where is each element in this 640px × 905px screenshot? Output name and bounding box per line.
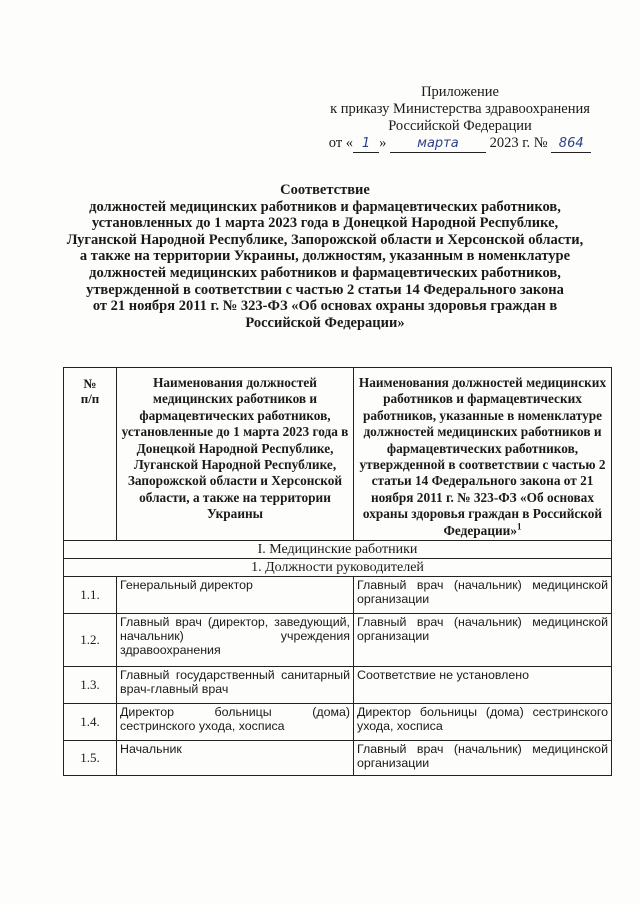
correspondence-table	[63, 367, 612, 776]
row-number: 1.4.	[64, 704, 117, 741]
row-number: 1.3.	[64, 667, 117, 704]
row-new-position: Соответствие не установлено	[354, 667, 612, 704]
table-row	[64, 577, 612, 614]
row-number: 1.5.	[64, 741, 117, 776]
row-number: 1.1.	[64, 577, 117, 614]
title-line-9: Российской Федерации»	[245, 314, 405, 331]
appendix-block	[300, 84, 620, 153]
header-new-positions	[354, 368, 612, 541]
title-line-3: установленных до 1 марта 2023 года в Донецкой Народной Республике,	[91, 215, 559, 232]
row-old-position: Директор больницы (дома) сестринского ухода, хосписа	[117, 704, 354, 741]
header-number	[64, 368, 117, 541]
title-line-7: утвержденной в соответствии с частью 2 статьи 14 Федерального закона	[86, 281, 564, 298]
title-line-6: должностей медицинских работников и фармацевтических работников,	[89, 264, 561, 281]
header-new-positions-text: Наименования должностей медицинских работников и фармацевтических работников, указанные в номенклатуре должностей медицинских работников и фармацевтических работников, утвержденной в соответствии с частью 2 статьи 14 Федерального закона от 21 ноября 2011 г. № 323-ФЗ «Об основах охраны здоровья граждан в Российской Федерации»	[358, 375, 607, 538]
handwritten-month: марта	[390, 135, 486, 153]
row-new-position: Директор больницы (дома) сестринского ухода, хосписа	[354, 704, 612, 741]
row-number: 1.2.	[64, 614, 117, 667]
title-line-4: Луганской Народной Республике, Запорожской области и Херсонской области,	[66, 231, 584, 248]
handwritten-day: 1	[353, 135, 379, 153]
appendix-line-1: Приложение	[421, 84, 499, 100]
date-prefix: от «	[328, 135, 354, 151]
subsection-row	[64, 559, 612, 577]
row-new-position: Главный врач (начальник) медицинской организации	[354, 741, 612, 776]
table-row	[64, 667, 612, 704]
table-row	[64, 614, 612, 667]
row-old-position: Главный государственный санитарный врач-главный врач	[117, 667, 354, 704]
table-row	[64, 704, 612, 741]
row-new-position: Главный врач (начальник) медицинской организации	[354, 577, 612, 614]
year-text: 2023 г. №	[489, 135, 548, 151]
subsection-title: 1. Должности руководителей	[64, 559, 612, 577]
row-old-position: Генеральный директор	[117, 577, 354, 614]
handwritten-order-number: 864	[551, 135, 591, 153]
order-date-line	[300, 135, 620, 153]
row-old-position: Главный врач (директор, заведующий, начальник) учреждения здравоохранения	[117, 614, 354, 667]
row-new-position: Главный врач (начальник) медицинской организации	[354, 614, 612, 667]
table-row	[64, 741, 612, 776]
table-header-row	[64, 368, 612, 541]
row-old-position: Начальник	[117, 741, 354, 776]
appendix-line-2: к приказу Министерства здравоохранения	[330, 101, 590, 117]
section-title: I. Медицинские работники	[64, 541, 612, 559]
header-number-line-1: №	[83, 376, 97, 391]
date-mid: »	[379, 135, 387, 151]
appendix-line-3: Российской Федерации	[388, 118, 532, 134]
header-old-positions: Наименования должностей медицинских работников и фармацевтических работников, установленные до 1 марта 2023 года в Донецкой Народной Республике, Луганской Народной Республике, Запорожской области и Херсонской области, а также на территории Украины	[117, 368, 354, 541]
document-title	[60, 182, 590, 331]
title-line-5: а также на территории Украины, должностям, указанным в номенклатуре	[79, 248, 571, 265]
title-line-8: от 21 ноября 2011 г. № 323-ФЗ «Об основах охраны здоровья граждан в	[92, 298, 558, 315]
title-line-2: должностей медицинских работников и фармацевтических работников,	[89, 198, 561, 215]
footnote-marker: 1	[516, 521, 522, 532]
section-row	[64, 541, 612, 559]
header-number-line-2: п/п	[80, 391, 100, 406]
title-line-1: Соответствие	[280, 182, 370, 198]
